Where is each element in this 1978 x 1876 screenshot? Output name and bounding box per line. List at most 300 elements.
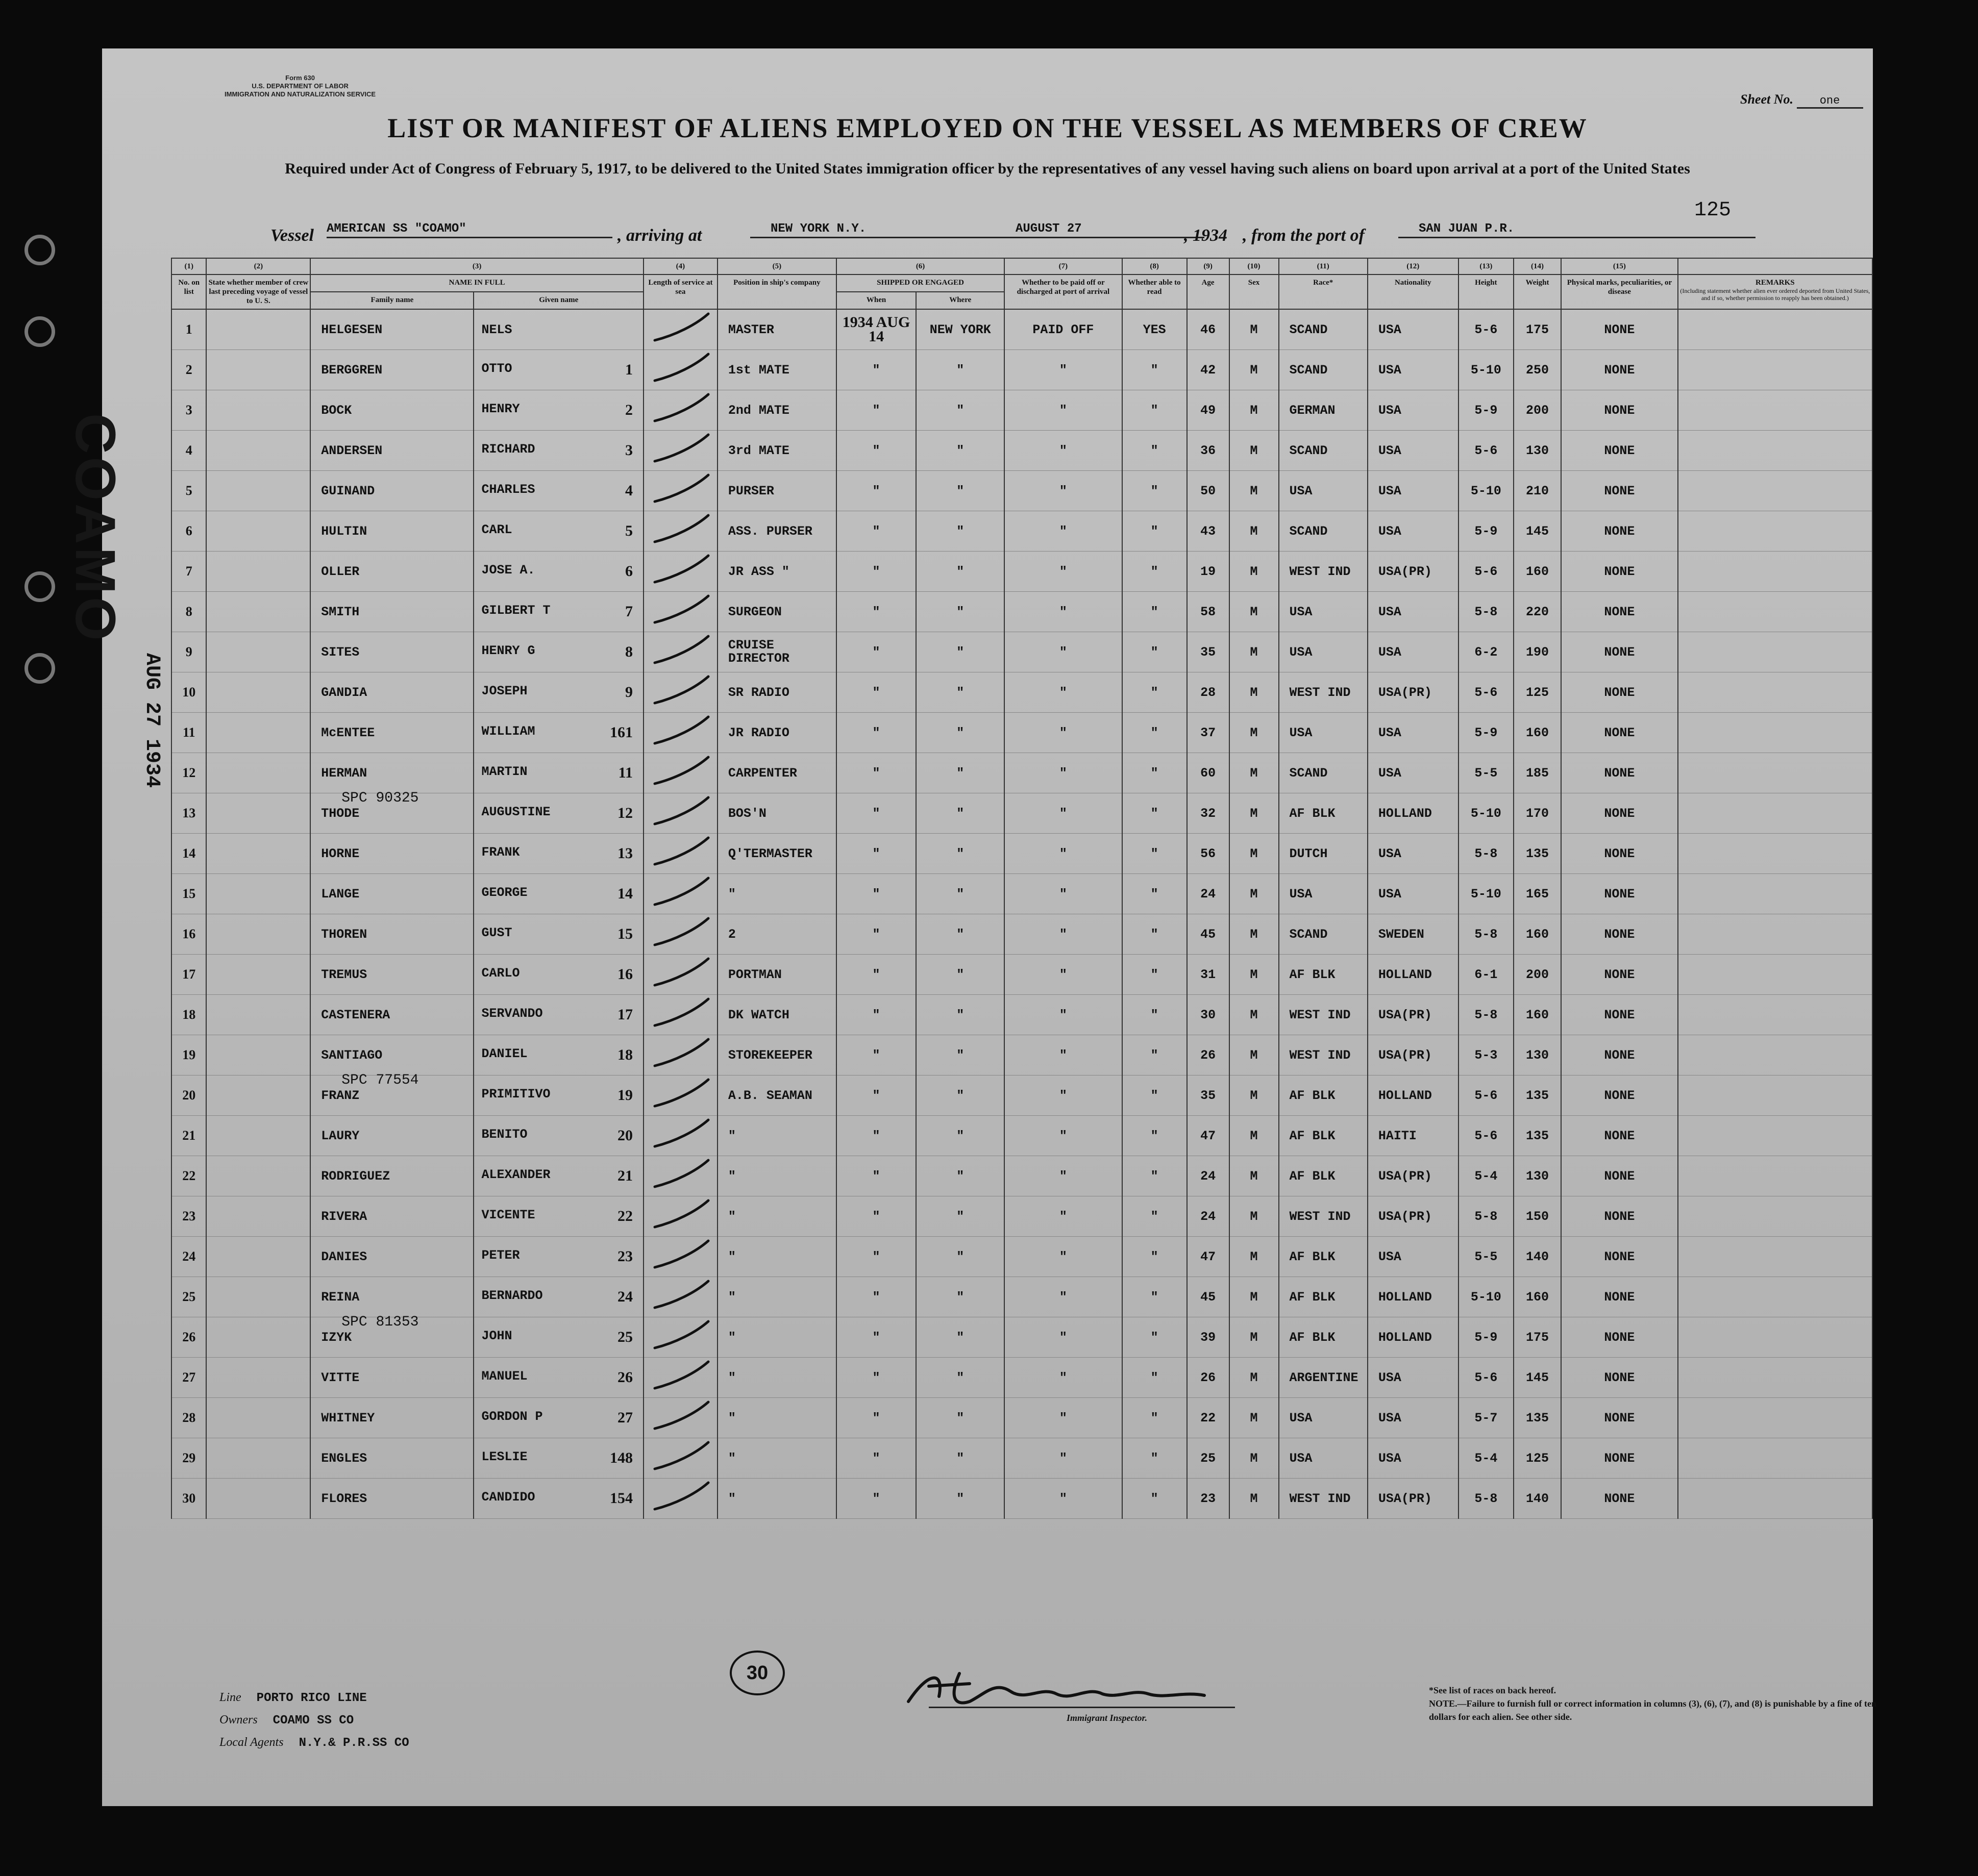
paid-off: "	[1004, 1075, 1122, 1116]
shipped-when: "	[836, 713, 916, 753]
height: 5-9	[1458, 1317, 1514, 1358]
race: WEST IND	[1279, 672, 1368, 713]
sex: M	[1229, 350, 1279, 390]
height: 5-8	[1458, 995, 1514, 1035]
column-headers	[171, 274, 1872, 292]
age: 24	[1187, 1196, 1229, 1237]
nationality: USA	[1368, 1398, 1458, 1438]
position: "	[718, 1479, 836, 1519]
age: 24	[1187, 1156, 1229, 1196]
shipped-when: "	[836, 1398, 916, 1438]
paid-off: "	[1004, 995, 1122, 1035]
weight: 160	[1514, 1277, 1561, 1317]
shipped-when: "	[836, 793, 916, 834]
shipped-when: "	[836, 1156, 916, 1196]
nationality: USA	[1368, 753, 1458, 793]
shipped-when: "	[836, 390, 916, 431]
weight: 200	[1514, 390, 1561, 431]
weight: 145	[1514, 1358, 1561, 1398]
remarks	[1678, 995, 1872, 1035]
ref-number: 19	[617, 1087, 633, 1104]
service-tick	[644, 753, 718, 793]
nationality: USA	[1368, 713, 1458, 753]
age: 45	[1187, 914, 1229, 955]
crew-row	[171, 995, 1872, 1035]
paid-off: "	[1004, 874, 1122, 914]
checkmark-icon	[645, 1438, 716, 1474]
given-name: VICENTE 22	[474, 1196, 644, 1237]
shipped-where: "	[916, 350, 1004, 390]
ref-number: 17	[617, 1006, 633, 1023]
height: 5-6	[1458, 672, 1514, 713]
able-to-read: "	[1122, 713, 1187, 753]
given-name: MANUEL 26	[474, 1358, 644, 1398]
remarks	[1678, 1237, 1872, 1277]
crew-row	[171, 955, 1872, 995]
crew-row	[171, 552, 1872, 592]
race: SCAND	[1279, 511, 1368, 552]
family-name: VITTE	[310, 1358, 474, 1398]
age: 42	[1187, 350, 1229, 390]
remarks	[1678, 390, 1872, 431]
nationality: USA(PR)	[1368, 1479, 1458, 1519]
family-name: HULTIN	[310, 511, 474, 552]
given-name: CANDIDO 154	[474, 1479, 644, 1519]
ref-number: 18	[617, 1046, 633, 1063]
remarks	[1678, 672, 1872, 713]
row-number: 15	[171, 874, 206, 914]
prior-voyage-cell	[206, 309, 310, 350]
col-prior-voyage: State whether member of crew last preceding voyage of vessel to U. S.	[206, 274, 310, 309]
race: AF BLK	[1279, 1317, 1368, 1358]
nationality: USA	[1368, 834, 1458, 874]
row-number: 1	[171, 309, 206, 350]
row-number: 29	[171, 1438, 206, 1479]
sex: M	[1229, 995, 1279, 1035]
paid-off: "	[1004, 390, 1122, 431]
able-to-read: "	[1122, 471, 1187, 511]
ref-number: 8	[625, 643, 633, 660]
binding-hole	[24, 316, 55, 347]
arriving-at: NEW YORK N.Y.	[750, 222, 990, 238]
service-tick	[644, 471, 718, 511]
spc-note: SPC 90325	[341, 790, 419, 806]
paid-off: "	[1004, 955, 1122, 995]
remarks	[1678, 914, 1872, 955]
spc-note: SPC 81353	[341, 1314, 419, 1330]
row-number: 8	[171, 592, 206, 632]
ref-number: 2	[625, 402, 633, 418]
weight: 190	[1514, 632, 1561, 672]
shipped-when: "	[836, 471, 916, 511]
col-physical-marks: Physical marks, peculiarities, or disease	[1561, 274, 1678, 309]
shipped-where: "	[916, 1398, 1004, 1438]
physical-marks: NONE	[1561, 1317, 1678, 1358]
crew-row	[171, 632, 1872, 672]
paid-off: "	[1004, 1237, 1122, 1277]
prior-voyage-cell	[206, 1075, 310, 1116]
physical-marks: NONE	[1561, 995, 1678, 1035]
family-name: SITES	[310, 632, 474, 672]
family-name: SPC 77554 FRANZ	[310, 1075, 474, 1116]
position: 1st MATE	[718, 350, 836, 390]
age: 50	[1187, 471, 1229, 511]
physical-marks: NONE	[1561, 1438, 1678, 1479]
col-length-service: Length of service at sea	[644, 274, 718, 309]
able-to-read: "	[1122, 955, 1187, 995]
ref-number: 11	[618, 764, 633, 781]
sex: M	[1229, 1196, 1279, 1237]
checkmark-icon	[645, 1156, 716, 1192]
race: SCAND	[1279, 753, 1368, 793]
col-age: Age	[1187, 274, 1229, 309]
physical-marks: NONE	[1561, 431, 1678, 471]
sex: M	[1229, 632, 1279, 672]
given-name: SERVANDO 17	[474, 995, 644, 1035]
given-name: RICHARD 3	[474, 431, 644, 471]
paid-off: "	[1004, 672, 1122, 713]
crew-row	[171, 471, 1872, 511]
owners-field: Owners COAMO SS CO	[219, 1713, 354, 1728]
weight: 135	[1514, 1398, 1561, 1438]
race: SCAND	[1279, 914, 1368, 955]
remarks	[1678, 1277, 1872, 1317]
given-name: NELS	[474, 309, 644, 350]
height: 5-9	[1458, 713, 1514, 753]
form-identifier: Form 630 U.S. DEPARTMENT OF LABOR IMMIGRATION AND NATURALIZATION SERVICE	[225, 74, 376, 98]
ref-number: 9	[625, 684, 633, 701]
nationality: USA	[1368, 309, 1458, 350]
able-to-read: YES	[1122, 309, 1187, 350]
nationality: USA	[1368, 874, 1458, 914]
given-name: MARTIN 11	[474, 753, 644, 793]
prior-voyage-cell	[206, 672, 310, 713]
service-tick	[644, 1035, 718, 1075]
prior-voyage-cell	[206, 874, 310, 914]
position: "	[718, 1317, 836, 1358]
given-name: PETER 23	[474, 1237, 644, 1277]
checkmark-icon	[645, 1398, 716, 1434]
row-number: 25	[171, 1277, 206, 1317]
given-name: PRIMITIVO 19	[474, 1075, 644, 1116]
age: 26	[1187, 1035, 1229, 1075]
remarks	[1678, 1116, 1872, 1156]
ref-number: 148	[610, 1449, 633, 1466]
able-to-read: "	[1122, 834, 1187, 874]
weight: 160	[1514, 552, 1561, 592]
family-name: ANDERSEN	[310, 431, 474, 471]
family-name: REINA	[310, 1277, 474, 1317]
nationality: HOLLAND	[1368, 955, 1458, 995]
crew-row	[171, 793, 1872, 834]
ref-number: 1	[625, 361, 633, 378]
weight: 170	[1514, 793, 1561, 834]
col-family-name: Family name	[310, 292, 474, 309]
shipped-when: "	[836, 1438, 916, 1479]
nationality: HAITI	[1368, 1116, 1458, 1156]
service-tick	[644, 1398, 718, 1438]
family-name: LANGE	[310, 874, 474, 914]
age: 36	[1187, 431, 1229, 471]
weight: 220	[1514, 592, 1561, 632]
able-to-read: "	[1122, 1116, 1187, 1156]
shipped-when: "	[836, 1196, 916, 1237]
weight: 175	[1514, 1317, 1561, 1358]
col-position: Position in ship's company	[718, 274, 836, 309]
able-to-read: "	[1122, 1277, 1187, 1317]
physical-marks: NONE	[1561, 552, 1678, 592]
crew-row	[171, 592, 1872, 632]
weight: 160	[1514, 995, 1561, 1035]
shipped-when: "	[836, 1116, 916, 1156]
physical-marks: NONE	[1561, 1277, 1678, 1317]
row-number: 16	[171, 914, 206, 955]
crew-row	[171, 713, 1872, 753]
service-tick	[644, 1277, 718, 1317]
sex: M	[1229, 1035, 1279, 1075]
crew-row	[171, 1358, 1872, 1398]
remarks	[1678, 713, 1872, 753]
race: AF BLK	[1279, 1075, 1368, 1116]
age: 56	[1187, 834, 1229, 874]
col-no: No. on list	[171, 274, 206, 309]
shipped-where: "	[916, 1438, 1004, 1479]
height: 5-6	[1458, 552, 1514, 592]
nationality: USA(PR)	[1368, 995, 1458, 1035]
footer-notes: *See list of races on back hereof. NOTE.—Failure to furnish full or correct information in columns (3), (6), (7), and (8) is punishable by a fine of ten dollars for each alien. See other side.	[1429, 1685, 1877, 1722]
family-name: OLLER	[310, 552, 474, 592]
age: 43	[1187, 511, 1229, 552]
ref-number: 26	[617, 1369, 633, 1386]
col-when: When	[836, 292, 916, 309]
ref-number: 14	[617, 885, 633, 902]
checkmark-icon	[645, 431, 716, 466]
sex: M	[1229, 914, 1279, 955]
paid-off: "	[1004, 431, 1122, 471]
family-name: CASTENERA	[310, 995, 474, 1035]
race: USA	[1279, 592, 1368, 632]
prior-voyage-cell	[206, 431, 310, 471]
race: AF BLK	[1279, 1156, 1368, 1196]
remarks	[1678, 592, 1872, 632]
nationality: USA	[1368, 471, 1458, 511]
race: WEST IND	[1279, 1196, 1368, 1237]
weight: 160	[1514, 713, 1561, 753]
position: PURSER	[718, 471, 836, 511]
crew-row	[171, 914, 1872, 955]
checkmark-icon	[645, 632, 716, 668]
paid-off: "	[1004, 1398, 1122, 1438]
age: 49	[1187, 390, 1229, 431]
prior-voyage-cell	[206, 713, 310, 753]
remarks	[1678, 350, 1872, 390]
shipped-when: "	[836, 955, 916, 995]
able-to-read: "	[1122, 1398, 1187, 1438]
ref-number: 25	[617, 1329, 633, 1345]
crew-row	[171, 1398, 1872, 1438]
crew-row	[171, 753, 1872, 793]
height: 5-7	[1458, 1398, 1514, 1438]
physical-marks: NONE	[1561, 874, 1678, 914]
race: WEST IND	[1279, 1479, 1368, 1519]
crew-row	[171, 672, 1872, 713]
crew-row	[171, 1438, 1872, 1479]
paid-off: "	[1004, 753, 1122, 793]
able-to-read: "	[1122, 793, 1187, 834]
paid-off: "	[1004, 1156, 1122, 1196]
checkmark-icon	[645, 350, 716, 386]
able-to-read: "	[1122, 1075, 1187, 1116]
shipped-where: "	[916, 1358, 1004, 1398]
sheet-number-value: one	[1797, 94, 1863, 109]
family-name: THOREN	[310, 914, 474, 955]
height: 6-1	[1458, 955, 1514, 995]
shipped-when: "	[836, 914, 916, 955]
crew-row	[171, 1196, 1872, 1237]
crew-row	[171, 350, 1872, 390]
weight: 130	[1514, 1035, 1561, 1075]
weight: 150	[1514, 1196, 1561, 1237]
paid-off: "	[1004, 592, 1122, 632]
nationality: USA(PR)	[1368, 552, 1458, 592]
able-to-read: "	[1122, 511, 1187, 552]
family-name: HORNE	[310, 834, 474, 874]
crew-row	[171, 1237, 1872, 1277]
service-tick	[644, 914, 718, 955]
shipped-when: "	[836, 1317, 916, 1358]
age: 19	[1187, 552, 1229, 592]
row-number: 27	[171, 1358, 206, 1398]
able-to-read: "	[1122, 1156, 1187, 1196]
crew-row	[171, 1116, 1872, 1156]
weight: 185	[1514, 753, 1561, 793]
circled-count: 30	[730, 1650, 785, 1695]
given-name: DANIEL 18	[474, 1035, 644, 1075]
family-name: SMITH	[310, 592, 474, 632]
position: "	[718, 1398, 836, 1438]
nationality: SWEDEN	[1368, 914, 1458, 955]
height: 5-4	[1458, 1438, 1514, 1479]
able-to-read: "	[1122, 753, 1187, 793]
shipped-where: "	[916, 874, 1004, 914]
height: 5-9	[1458, 390, 1514, 431]
vessel-stamp: COAMO	[64, 413, 127, 644]
checkmark-icon	[645, 552, 716, 587]
able-to-read: "	[1122, 1237, 1187, 1277]
ref-number: 3	[625, 442, 633, 459]
able-to-read: "	[1122, 914, 1187, 955]
family-name: FLORES	[310, 1479, 474, 1519]
crew-row	[171, 874, 1872, 914]
given-name: JOSEPH 9	[474, 672, 644, 713]
sex: M	[1229, 1358, 1279, 1398]
sex: M	[1229, 1156, 1279, 1196]
prior-voyage-cell	[206, 834, 310, 874]
service-tick	[644, 1438, 718, 1479]
remarks	[1678, 793, 1872, 834]
service-tick	[644, 592, 718, 632]
sex: M	[1229, 471, 1279, 511]
checkmark-icon	[645, 753, 716, 789]
height: 5-10	[1458, 350, 1514, 390]
checkmark-icon	[645, 471, 716, 507]
shipped-when: "	[836, 1237, 916, 1277]
row-number: 26	[171, 1317, 206, 1358]
prior-voyage-cell	[206, 350, 310, 390]
weight: 250	[1514, 350, 1561, 390]
ref-number: 7	[625, 603, 633, 620]
paid-off: "	[1004, 1277, 1122, 1317]
shipped-when: 1934 AUG 14	[836, 309, 916, 350]
service-tick	[644, 1116, 718, 1156]
nationality: HOLLAND	[1368, 1277, 1458, 1317]
checkmark-icon	[645, 914, 716, 950]
agents-field: Local Agents N.Y.& P.R.SS CO	[219, 1736, 409, 1750]
service-tick	[644, 1317, 718, 1358]
sex: M	[1229, 1277, 1279, 1317]
nationality: HOLLAND	[1368, 1075, 1458, 1116]
race: GERMAN	[1279, 390, 1368, 431]
remarks	[1678, 955, 1872, 995]
physical-marks: NONE	[1561, 309, 1678, 350]
position: DK WATCH	[718, 995, 836, 1035]
crew-row	[171, 1156, 1872, 1196]
race: USA	[1279, 471, 1368, 511]
ref-number: 154	[610, 1490, 633, 1507]
row-number: 12	[171, 753, 206, 793]
given-name: WILLIAM 161	[474, 713, 644, 753]
physical-marks: NONE	[1561, 713, 1678, 753]
position: "	[718, 1277, 836, 1317]
family-name: RIVERA	[310, 1196, 474, 1237]
nationality: USA(PR)	[1368, 1035, 1458, 1075]
checkmark-icon	[645, 1317, 716, 1353]
height: 5-8	[1458, 1196, 1514, 1237]
shipped-when: "	[836, 753, 916, 793]
checkmark-icon	[645, 834, 716, 869]
weight: 165	[1514, 874, 1561, 914]
position: SR RADIO	[718, 672, 836, 713]
service-tick	[644, 713, 718, 753]
able-to-read: "	[1122, 1317, 1187, 1358]
remarks	[1678, 1035, 1872, 1075]
sex: M	[1229, 1317, 1279, 1358]
nationality: HOLLAND	[1368, 793, 1458, 834]
family-name: DANIES	[310, 1237, 474, 1277]
able-to-read: "	[1122, 1479, 1187, 1519]
paid-off: "	[1004, 914, 1122, 955]
shipped-when: "	[836, 632, 916, 672]
shipped-where: "	[916, 1317, 1004, 1358]
race: AF BLK	[1279, 793, 1368, 834]
shipped-where: "	[916, 793, 1004, 834]
able-to-read: "	[1122, 350, 1187, 390]
height: 5-5	[1458, 1237, 1514, 1277]
row-number: 22	[171, 1156, 206, 1196]
col-given-name: Given name	[474, 292, 644, 309]
position: JR RADIO	[718, 713, 836, 753]
binding-hole	[24, 653, 55, 684]
shipped-where: "	[916, 955, 1004, 995]
nationality: USA	[1368, 1438, 1458, 1479]
shipped-where: "	[916, 1156, 1004, 1196]
position: 2	[718, 914, 836, 955]
race: AF BLK	[1279, 1237, 1368, 1277]
ref-number: 16	[617, 966, 633, 983]
prior-voyage-cell	[206, 1358, 310, 1398]
position: ASS. PURSER	[718, 511, 836, 552]
shipped-where: "	[916, 672, 1004, 713]
